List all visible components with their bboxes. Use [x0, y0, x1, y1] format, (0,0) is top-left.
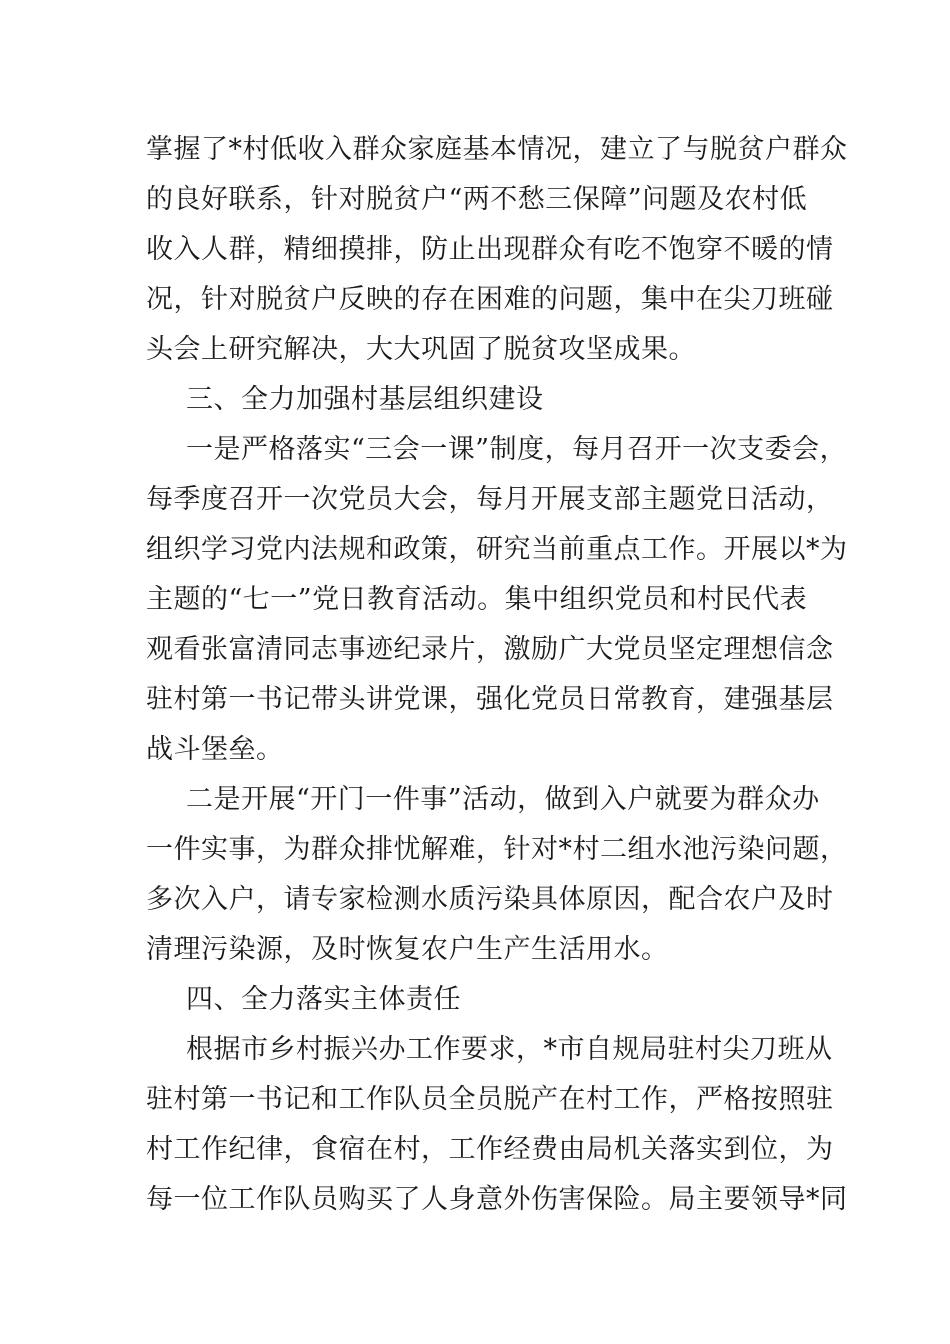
- text-line: 掌握了*村低收入群众家庭基本情况，建立了与脱贫户群众: [146, 134, 848, 165]
- text-line: 一是严格落实“三会一课”制度，每月召开一次支委会，: [186, 434, 848, 465]
- text-line: 村工作纪律，食宿在村，工作经费由局机关落实到位，为: [146, 1134, 834, 1165]
- text-line: 根据市乡村振兴办工作要求，*市自规局驻村尖刀班从: [186, 1034, 833, 1065]
- text-line: 驻村第一书记带头讲党课，强化党员日常教育，建强基层: [146, 684, 834, 715]
- text-line: 驻村第一书记和工作队员全员脱产在村工作，严格按照驻: [146, 1084, 834, 1115]
- text-line: 战斗堡垒。: [146, 734, 284, 765]
- section-heading: 四、全力落实主体责任: [186, 984, 461, 1015]
- text-line: 头会上研究解决，大大巩固了脱贫攻坚成果。: [146, 334, 696, 365]
- text-line: 观看张富清同志事迹纪录片，激励广大党员坚定理想信念: [146, 634, 834, 665]
- text-line: 一件实事，为群众排忧解难，针对*村二组水池污染问题，: [146, 834, 848, 865]
- text-line: 多次入户，请专家检测水质污染具体原因，配合农户及时: [146, 884, 834, 915]
- text-line: 主题的“七一”党日教育活动。集中组织党员和村民代表: [146, 584, 808, 615]
- text-line: 每一位工作队员购买了人身意外伤害保险。局主要领导*同: [146, 1184, 848, 1215]
- section-heading: 三、全力加强村基层组织建设: [186, 384, 544, 415]
- text-line: 况，针对脱贫户反映的存在困难的问题，集中在尖刀班碰: [146, 284, 834, 315]
- text-line: 收入人群，精细摸排，防止出现群众有吃不饱穿不暖的情: [146, 234, 834, 265]
- text-line: 组织学习党内法规和政策，研究当前重点工作。开展以*为: [146, 534, 848, 565]
- text-line: 二是开展“开门一件事”活动，做到入户就要为群众办: [186, 784, 820, 815]
- text-line: 清理污染源，及时恢复农户生产生活用水。: [146, 934, 669, 965]
- text-line: 的良好联系，针对脱贫户“两不愁三保障”问题及农村低: [146, 184, 808, 215]
- text-line: 每季度召开一次党员大会，每月开展支部主题党日活动，: [146, 484, 834, 515]
